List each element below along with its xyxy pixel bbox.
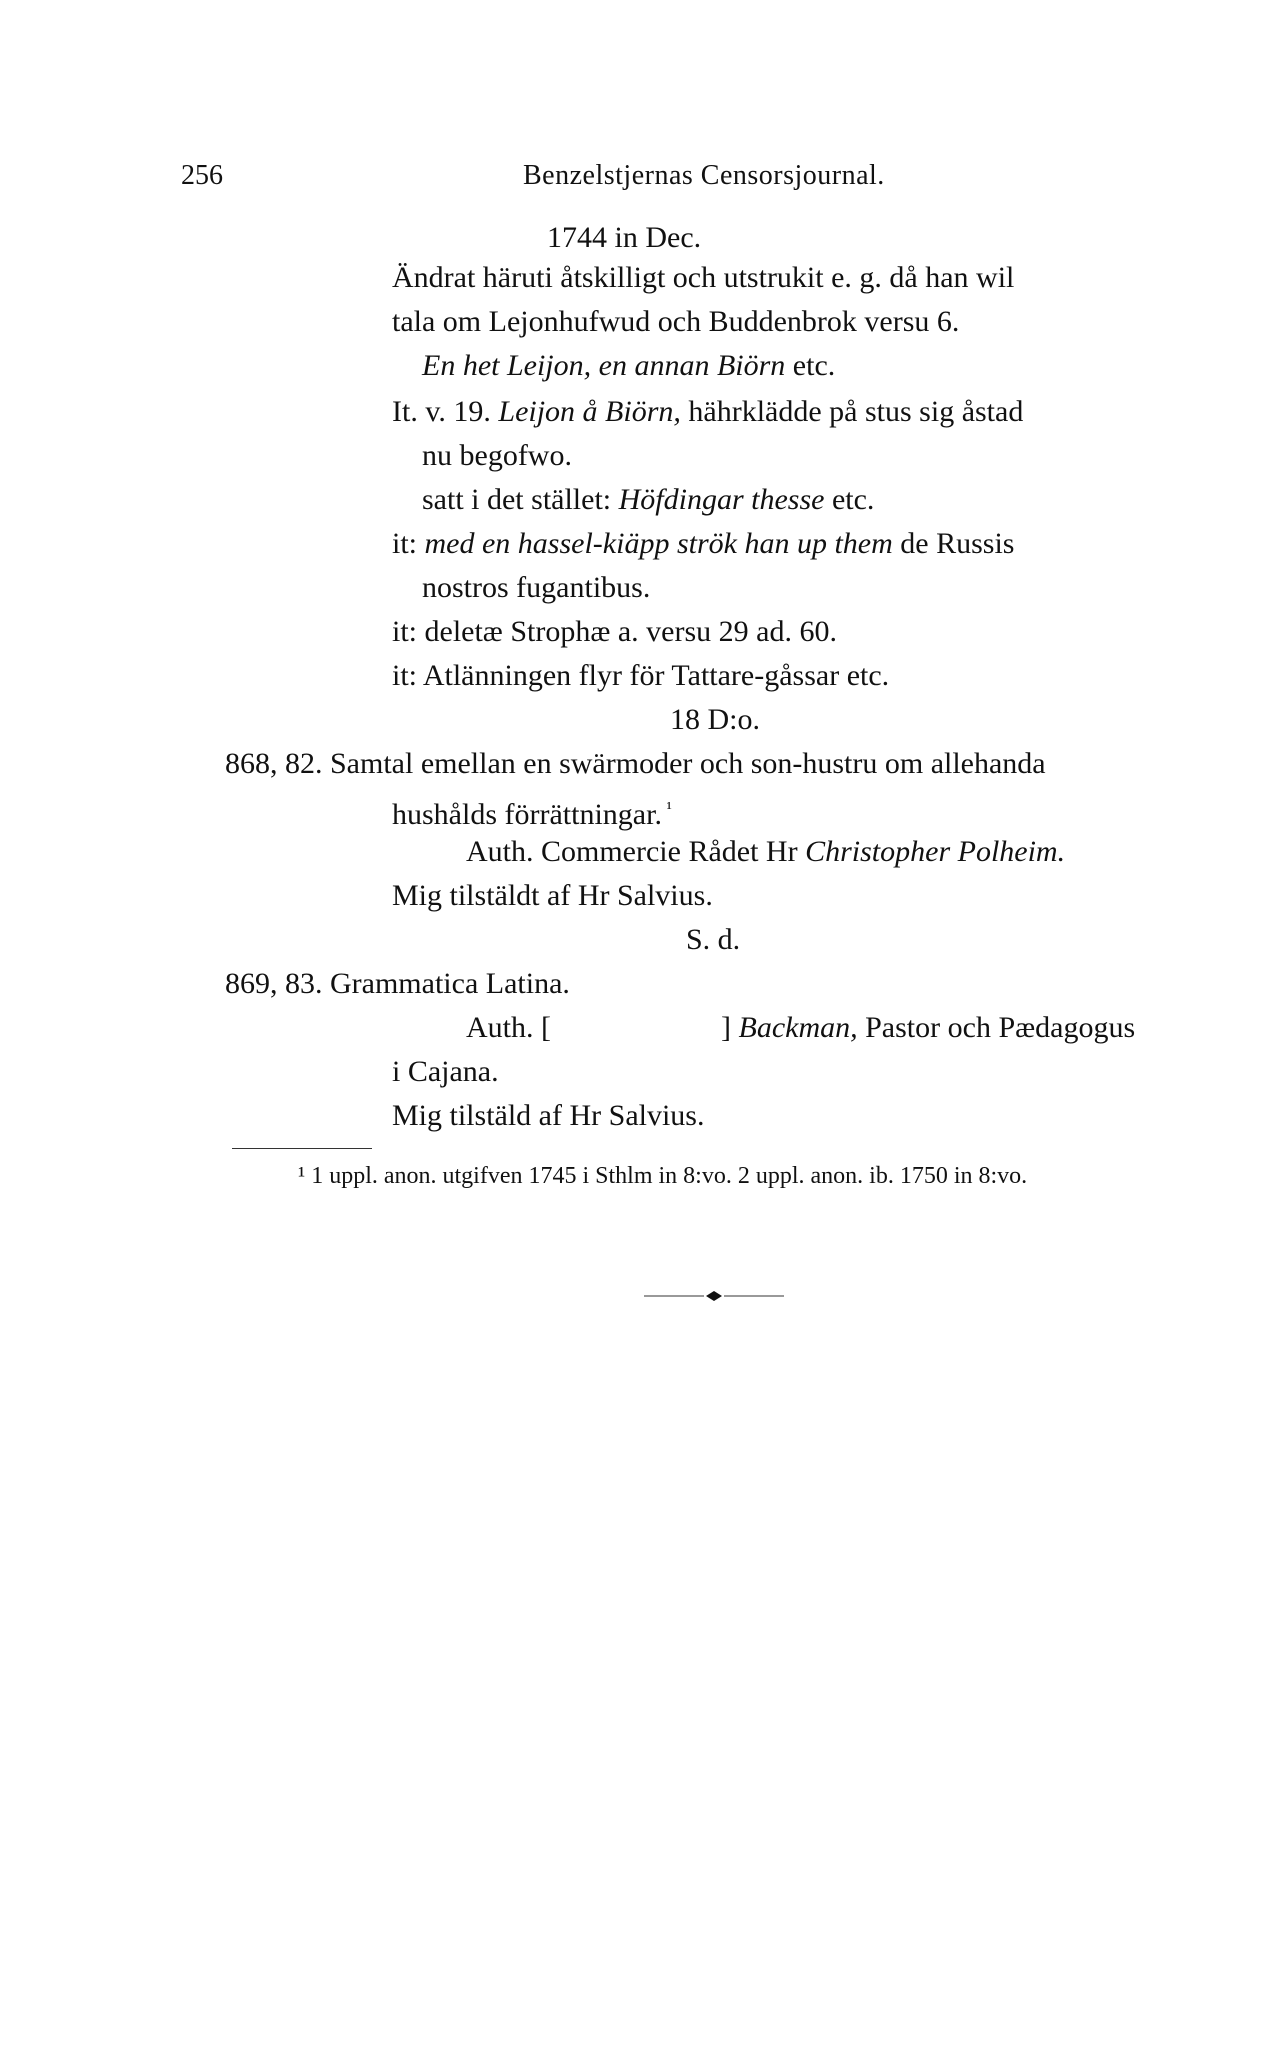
footnote-rule — [232, 1148, 372, 1149]
text-span: hährklädde på stus sig åstad — [680, 395, 1024, 428]
text-span: Auth. Commercie Rådet Hr — [466, 835, 806, 868]
text-line: nostros fugantibus. — [422, 571, 651, 604]
ornament-divider — [644, 1288, 784, 1304]
running-title: Benzelstjernas Censorsjournal. — [523, 160, 885, 191]
text-span: satt i det stället: — [422, 483, 619, 516]
text-span: etc. — [824, 483, 875, 516]
text-span: hushålds förrättningar. — [392, 798, 662, 831]
entry-number-line: 869, 83. Grammatica Latina. — [225, 967, 570, 1000]
text-line: it: Atlänningen flyr för Tattare-gåssar etc. — [392, 659, 890, 692]
date-heading: 18 D:o. — [670, 703, 760, 736]
text-line — [422, 348, 835, 384]
text-line — [466, 1010, 1135, 1046]
date-heading: 1744 in Dec. — [547, 221, 702, 254]
page-number: 256 — [181, 160, 223, 191]
italic-quote: Leijon å Biörn, — [498, 395, 681, 428]
footnote-ref: ¹ — [661, 798, 672, 818]
text-line — [392, 394, 1023, 430]
italic-name: Christopher Polheim. — [805, 835, 1066, 868]
italic-quote: Höfdingar thesse — [618, 483, 825, 516]
text-span: Auth. [ — [466, 1011, 551, 1044]
text-span: ] — [721, 1011, 739, 1044]
text-line: it: deletæ Strophæ a. versu 29 ad. 60. — [392, 615, 837, 648]
italic-quote: En het Leijon, en annan Biörn — [422, 349, 786, 382]
italic-name: Backman, — [738, 1011, 858, 1044]
text-line: nu begofwo. — [422, 439, 572, 472]
text-span: etc. — [785, 349, 836, 382]
text-line: tala om Lejonhufwud och Buddenbrok versu 6. — [392, 305, 960, 338]
text-line: Mig tilstäld af Hr Salvius. — [392, 1099, 705, 1132]
italic-quote: med en hassel-kiäpp strök han up them — [424, 527, 893, 560]
text-line: Ändrat häruti åtskilligt och utstrukit e. g. då han wil — [392, 261, 1015, 294]
date-heading: S. d. — [686, 923, 741, 956]
entry-number-line: 868, 82. Samtal emellan en swärmoder och son-hustru om allehanda — [225, 747, 1046, 780]
text-line — [392, 526, 1014, 562]
text-span: it: — [392, 527, 425, 560]
footnote-text: ¹ 1 uppl. anon. utgifven 1745 i Sthlm in 8:vo. 2 uppl. anon. ib. 1750 in 8:vo. — [298, 1163, 1028, 1189]
text-span: de Russis — [892, 527, 1015, 560]
text-line: i Cajana. — [392, 1055, 499, 1088]
text-line — [392, 790, 672, 833]
text-span: It. v. 19. — [392, 395, 499, 428]
text-span: Pastor och Pædagogus — [857, 1011, 1136, 1044]
text-line: Mig tilstäldt af Hr Salvius. — [392, 879, 713, 912]
text-line — [466, 834, 1065, 870]
text-line — [422, 482, 874, 518]
